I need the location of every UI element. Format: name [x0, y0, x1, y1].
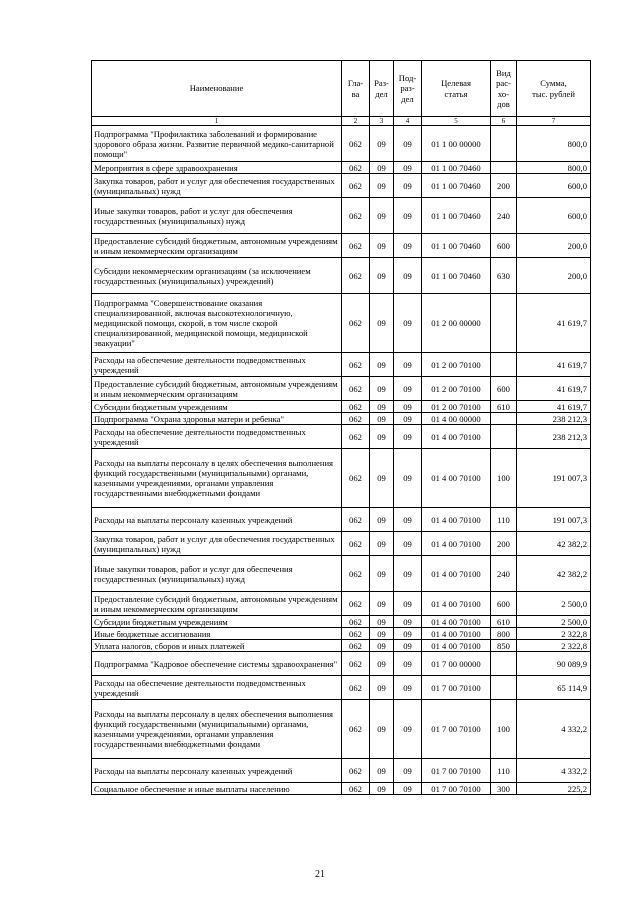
cell-target: 01 4 00 70100 [422, 532, 491, 556]
cell-podrazdel: 09 [394, 532, 422, 556]
cell-podrazdel: 09 [394, 353, 422, 377]
cell-sum: 42 382,2 [517, 532, 591, 556]
cell-razdel: 09 [370, 508, 394, 532]
cell-sum: 2 322,8 [517, 640, 591, 652]
cell-name: Подпрограмма "Совершенствование оказания специализированной, включая высокотехнологичную, медицинской помощи, скорой, в том числе скорой специализированной, медицинской помощи, медицинской эвакуации" [92, 294, 342, 353]
cell-razdel: 09 [370, 449, 394, 508]
cell-glava: 062 [342, 616, 370, 628]
page-number: 21 [315, 869, 325, 880]
cell-target: 01 4 00 70100 [422, 628, 491, 640]
header-target-text: Целевая статья [441, 78, 471, 99]
cell-target: 01 7 00 70100 [422, 676, 491, 700]
cell-sum: 191 007,3 [517, 449, 591, 508]
cell-sum: 225,2 [517, 783, 591, 795]
cell-podrazdel: 09 [394, 413, 422, 425]
table-body [92, 126, 591, 795]
cell-vid [491, 425, 517, 449]
cell-name: Подпрограмма "Профилактика заболеваний и формирование здорового образа жизни. Развитие первичной медико-санитарной помощи" [92, 126, 342, 162]
table-row [92, 556, 591, 592]
cell-target: 01 4 00 70100 [422, 592, 491, 616]
column-number: 2 [342, 117, 370, 126]
cell-razdel: 09 [370, 174, 394, 198]
cell-vid [491, 353, 517, 377]
header-podrazdel [394, 61, 422, 117]
cell-podrazdel: 09 [394, 401, 422, 413]
cell-target: 01 4 00 70100 [422, 425, 491, 449]
table-row [92, 377, 591, 401]
cell-sum: 600,0 [517, 198, 591, 234]
cell-vid: 630 [491, 258, 517, 294]
cell-glava: 062 [342, 640, 370, 652]
cell-target: 01 1 00 70460 [422, 258, 491, 294]
cell-name: Расходы на обеспечение деятельности подведомственных учреждений [92, 425, 342, 449]
table-row [92, 198, 591, 234]
cell-name: Мероприятия в сфере здравоохранения [92, 162, 342, 174]
header-name-text: Наименование [189, 83, 244, 94]
cell-podrazdel: 09 [394, 449, 422, 508]
table-row [92, 532, 591, 556]
cell-sum: 2 322,8 [517, 628, 591, 640]
cell-name: Иные закупки товаров, работ и услуг для обеспечения государственных (муниципальных) нужд [92, 556, 342, 592]
cell-razdel: 09 [370, 676, 394, 700]
cell-razdel: 09 [370, 759, 394, 783]
cell-sum: 41 619,7 [517, 353, 591, 377]
cell-target: 01 2 00 70100 [422, 377, 491, 401]
column-number-row [92, 117, 591, 126]
cell-sum: 41 619,7 [517, 294, 591, 353]
cell-glava: 062 [342, 676, 370, 700]
cell-glava: 062 [342, 592, 370, 616]
column-number: 3 [370, 117, 394, 126]
cell-glava: 062 [342, 759, 370, 783]
table-row [92, 783, 591, 795]
cell-sum: 800,0 [517, 126, 591, 162]
cell-name: Предоставление субсидий бюджетным, автономным учреждениям и иным некоммерческим организациям [92, 377, 342, 401]
column-number: 5 [422, 117, 491, 126]
header-sum-text: Сумма, тыс. рублей [532, 78, 575, 99]
cell-razdel: 09 [370, 413, 394, 425]
header-sum [517, 61, 591, 117]
table-row [92, 652, 591, 676]
cell-name: Расходы на обеспечение деятельности подведомственных учреждений [92, 353, 342, 377]
table-row [92, 174, 591, 198]
cell-vid: 800 [491, 628, 517, 640]
table-row [92, 676, 591, 700]
cell-glava: 062 [342, 234, 370, 258]
cell-sum: 200,0 [517, 258, 591, 294]
cell-podrazdel: 09 [394, 162, 422, 174]
cell-podrazdel: 09 [394, 174, 422, 198]
cell-target: 01 2 00 00000 [422, 294, 491, 353]
cell-glava: 062 [342, 258, 370, 294]
cell-razdel: 09 [370, 652, 394, 676]
column-number: 6 [491, 117, 517, 126]
table-row [92, 425, 591, 449]
cell-razdel: 09 [370, 162, 394, 174]
cell-vid: 600 [491, 234, 517, 258]
cell-razdel: 09 [370, 377, 394, 401]
cell-podrazdel: 09 [394, 676, 422, 700]
cell-sum: 4 332,2 [517, 700, 591, 759]
cell-podrazdel: 09 [394, 556, 422, 592]
cell-sum: 41 619,7 [517, 401, 591, 413]
cell-podrazdel: 09 [394, 198, 422, 234]
cell-podrazdel: 09 [394, 616, 422, 628]
cell-vid: 600 [491, 377, 517, 401]
cell-podrazdel: 09 [394, 652, 422, 676]
cell-vid [491, 676, 517, 700]
table-row [92, 592, 591, 616]
cell-vid: 600 [491, 592, 517, 616]
cell-razdel: 09 [370, 294, 394, 353]
cell-razdel: 09 [370, 783, 394, 795]
cell-vid: 100 [491, 449, 517, 508]
cell-podrazdel: 09 [394, 759, 422, 783]
cell-name: Предоставление субсидий бюджетным, автономным учреждениям и иным некоммерческим организациям [92, 234, 342, 258]
cell-podrazdel: 09 [394, 294, 422, 353]
cell-razdel: 09 [370, 126, 394, 162]
cell-glava: 062 [342, 628, 370, 640]
cell-name: Социальное обеспечение и иные выплаты населению [92, 783, 342, 795]
table-row [92, 234, 591, 258]
cell-sum: 800,0 [517, 162, 591, 174]
cell-podrazdel: 09 [394, 425, 422, 449]
cell-podrazdel: 09 [394, 628, 422, 640]
cell-sum: 191 007,3 [517, 508, 591, 532]
cell-sum: 600,0 [517, 174, 591, 198]
cell-glava: 062 [342, 294, 370, 353]
cell-target: 01 2 00 70100 [422, 401, 491, 413]
header-razdel [370, 61, 394, 117]
cell-sum: 4 332,2 [517, 759, 591, 783]
table-row [92, 401, 591, 413]
cell-sum: 238 212,3 [517, 413, 591, 425]
cell-vid: 610 [491, 616, 517, 628]
cell-razdel: 09 [370, 353, 394, 377]
budget-table [91, 60, 591, 795]
cell-target: 01 7 00 70100 [422, 759, 491, 783]
cell-sum: 238 212,3 [517, 425, 591, 449]
cell-glava: 062 [342, 508, 370, 532]
cell-podrazdel: 09 [394, 126, 422, 162]
cell-name: Иные закупки товаров, работ и услуг для обеспечения государственных (муниципальных) нужд [92, 198, 342, 234]
table-row [92, 508, 591, 532]
table-row [92, 413, 591, 425]
cell-vid: 200 [491, 174, 517, 198]
cell-vid: 240 [491, 198, 517, 234]
cell-target: 01 1 00 70460 [422, 162, 491, 174]
cell-name: Расходы на выплаты персоналу в целях обеспечения выполнения функций государственными (муниципальными) органами, казенными учреждениями, органами управления государственными внебюджетными фондами [92, 700, 342, 759]
cell-glava: 062 [342, 413, 370, 425]
header-row [92, 61, 591, 117]
cell-vid [491, 413, 517, 425]
table-row [92, 353, 591, 377]
cell-glava: 062 [342, 449, 370, 508]
header-glava-text: Гла- ва [347, 78, 364, 99]
cell-sum: 41 619,7 [517, 377, 591, 401]
cell-podrazdel: 09 [394, 592, 422, 616]
table-row [92, 126, 591, 162]
table-row [92, 162, 591, 174]
cell-glava: 062 [342, 532, 370, 556]
cell-glava: 062 [342, 425, 370, 449]
header-name [92, 61, 342, 117]
cell-glava: 062 [342, 198, 370, 234]
cell-name: Расходы на выплаты персоналу казенных учреждений [92, 508, 342, 532]
table-row [92, 700, 591, 759]
cell-target: 01 1 00 70460 [422, 198, 491, 234]
cell-razdel: 09 [370, 198, 394, 234]
cell-podrazdel: 09 [394, 640, 422, 652]
cell-razdel: 09 [370, 616, 394, 628]
cell-name: Расходы на обеспечение деятельности подведомственных учреждений [92, 676, 342, 700]
cell-podrazdel: 09 [394, 258, 422, 294]
cell-vid [491, 652, 517, 676]
cell-glava: 062 [342, 783, 370, 795]
cell-name: Расходы на выплаты персоналу казенных учреждений [92, 759, 342, 783]
cell-glava: 062 [342, 174, 370, 198]
cell-sum: 2 500,0 [517, 616, 591, 628]
cell-target: 01 1 00 70460 [422, 174, 491, 198]
cell-name: Закупка товаров, работ и услуг для обеспечения государственных (муниципальных) нужд [92, 174, 342, 198]
cell-target: 01 2 00 70100 [422, 353, 491, 377]
header-glava [342, 61, 370, 117]
cell-name: Субсидии бюджетным учреждениям [92, 401, 342, 413]
cell-vid: 110 [491, 759, 517, 783]
cell-vid [491, 162, 517, 174]
cell-name: Иные бюджетные ассигнования [92, 628, 342, 640]
cell-glava: 062 [342, 556, 370, 592]
cell-sum: 65 114,9 [517, 676, 591, 700]
cell-vid: 110 [491, 508, 517, 532]
table-row [92, 616, 591, 628]
cell-target: 01 1 00 00000 [422, 126, 491, 162]
cell-vid [491, 126, 517, 162]
header-razdel-text: Раз- дел [374, 78, 389, 99]
cell-podrazdel: 09 [394, 377, 422, 401]
cell-glava: 062 [342, 700, 370, 759]
column-number: 4 [394, 117, 422, 126]
header-vid-text: Вид рас- хо- дов [496, 67, 511, 109]
header-vid [491, 61, 517, 117]
cell-sum: 42 382,2 [517, 556, 591, 592]
table-row [92, 294, 591, 353]
cell-vid: 240 [491, 556, 517, 592]
cell-glava: 062 [342, 652, 370, 676]
cell-name: Субсидии некоммерческим организациям (за исключением государственных (муниципальных) учреждений) [92, 258, 342, 294]
cell-target: 01 7 00 70100 [422, 700, 491, 759]
cell-glava: 062 [342, 401, 370, 413]
cell-target: 01 4 00 70100 [422, 640, 491, 652]
cell-razdel: 09 [370, 592, 394, 616]
table-row [92, 759, 591, 783]
cell-target: 01 4 00 70100 [422, 508, 491, 532]
cell-podrazdel: 09 [394, 234, 422, 258]
cell-podrazdel: 09 [394, 700, 422, 759]
cell-sum: 90 089,9 [517, 652, 591, 676]
cell-glava: 062 [342, 353, 370, 377]
cell-name: Подпрограмма "Охрана здоровья матери и ребенка" [92, 413, 342, 425]
table-row [92, 449, 591, 508]
cell-glava: 062 [342, 377, 370, 401]
table-row [92, 258, 591, 294]
cell-target: 01 4 00 00000 [422, 413, 491, 425]
cell-name: Закупка товаров, работ и услуг для обеспечения государственных (муниципальных) нужд [92, 532, 342, 556]
cell-vid: 850 [491, 640, 517, 652]
cell-target: 01 1 00 70460 [422, 234, 491, 258]
cell-target: 01 4 00 70100 [422, 616, 491, 628]
column-number: 1 [92, 117, 342, 126]
cell-razdel: 09 [370, 234, 394, 258]
cell-vid: 610 [491, 401, 517, 413]
cell-razdel: 09 [370, 401, 394, 413]
cell-razdel: 09 [370, 640, 394, 652]
cell-razdel: 09 [370, 532, 394, 556]
cell-name: Предоставление субсидий бюджетным, автономным учреждениям и иным некоммерческим организациям [92, 592, 342, 616]
cell-razdel: 09 [370, 258, 394, 294]
cell-vid: 200 [491, 532, 517, 556]
cell-name: Подпрограмма "Кадровое обеспечение системы здравоохранения" [92, 652, 342, 676]
table-row [92, 640, 591, 652]
header-target [422, 61, 491, 117]
cell-razdel: 09 [370, 700, 394, 759]
cell-glava: 062 [342, 162, 370, 174]
cell-target: 01 4 00 70100 [422, 449, 491, 508]
cell-razdel: 09 [370, 628, 394, 640]
table-row [92, 628, 591, 640]
cell-vid: 300 [491, 783, 517, 795]
cell-glava: 062 [342, 126, 370, 162]
cell-sum: 2 500,0 [517, 592, 591, 616]
cell-name: Уплата налогов, сборов и иных платежей [92, 640, 342, 652]
cell-target: 01 4 00 70100 [422, 556, 491, 592]
cell-name: Расходы на выплаты персоналу в целях обеспечения выполнения функций государственными (муниципальными) органами, казенными учреждениями, органами управления государственными внебюджетными фондами [92, 449, 342, 508]
cell-vid [491, 294, 517, 353]
cell-vid: 100 [491, 700, 517, 759]
cell-sum: 200,0 [517, 234, 591, 258]
cell-razdel: 09 [370, 556, 394, 592]
cell-target: 01 7 00 00000 [422, 652, 491, 676]
cell-target: 01 7 00 70100 [422, 783, 491, 795]
cell-razdel: 09 [370, 425, 394, 449]
cell-name: Субсидии бюджетным учреждениям [92, 616, 342, 628]
column-number: 7 [517, 117, 591, 126]
cell-podrazdel: 09 [394, 783, 422, 795]
header-podrazdel-text: Под- раз- дел [398, 72, 417, 104]
cell-podrazdel: 09 [394, 508, 422, 532]
